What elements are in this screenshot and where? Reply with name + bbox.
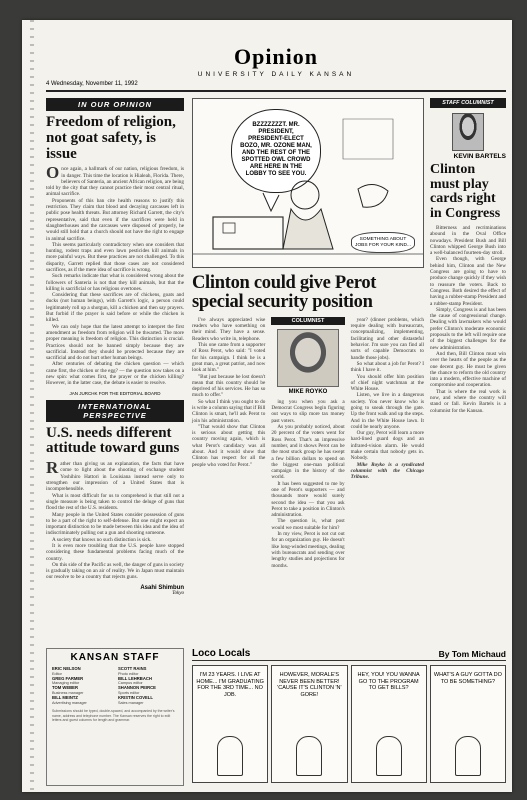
source-name: Asahi Shimbun xyxy=(140,584,184,591)
staff-title: KANSAN STAFF xyxy=(70,652,160,663)
section-label-international: INTERNATIONAL PERSPECTIVE xyxy=(46,400,184,422)
staff-entry: ERIC NELSON Editor xyxy=(52,666,81,676)
columnist-name: MIKE ROYKO xyxy=(288,388,328,395)
cartoon-speech-bubble: BZZZZZZZT. MR. PRESIDENT, PRESIDENT-ELECT BOZO, MR. OZONE MAN, AND THE REST OF THE SPOTTED OWL CROWD ARE HERE IN THE LOBBY TO SEE YOU. xyxy=(231,109,321,193)
submission-policy: Submissions should be typed, double-spaced, and accompanied by the writer's name, address and telephone number. The Kansan reserves the right to edit letters and guest columns for length and grammar. xyxy=(52,709,175,722)
comic-panel: HOWEVER, MORALE'S NEVER BEEN BETTER! 'CAUSE IT'S CLINTON 'N' GORE! xyxy=(271,665,347,783)
comic-figure xyxy=(455,736,481,776)
editorial-signature: JAN JURCHK FOR THE EDITORIAL BOARD xyxy=(69,390,161,396)
source-location: Tokyo xyxy=(172,590,184,596)
drop-cap: R xyxy=(46,458,59,478)
staff-entry: GREG FARMER Managing editor xyxy=(52,675,84,686)
page-date-line: 4 Wednesday, November 11, 1992 xyxy=(46,81,138,87)
international-headline: U.S. needs different attitude toward guns xyxy=(46,424,180,457)
editorial-body: Once again, a hallmark of our nation, religious freedom, is in danger. This time the location is Hialeah, Florida. There, believers of Santeria, an ancient African religion, are being told by the city that they cannot practice their most central ritual, animal sacrifice. Proponents of this ban cite health reasons to justify this restriction. They claim that blood and decaying carcasses left in public pose health threats. But attorney Richard Garrett, the city's representative, said that even if the sacrifices were held in slaughterhouses and the carcasses were disposed of properly, he would still hold that a church should not have the right to engage in animal sacrifice. This seems particularly contradictory when one considers that hunting, rodent traps and even lawn pesticides kill animals in more painful ways. But these practices are not challenged. To this disparity, Garrett replied that those cases are not considered sacrifices, as if the mere idea of sacrifice is wrong. Such remarks indicate that what is considered wrong about the followers of Santeria is not that they kill animals, but that the killing is sacrificial or has religious overtones. Considering that these sacrifices are of chickens, goats and ducks (not human beings), with Garrett's logic, a person could legitimately roll up a shotgun, kill a chicken and then say prayers. But forbid if the prayer is said before or while the chicken is killed. We can only hope that the latest attempt to interpret the first amendment as freedom from religion will be thwarted. The more proper meaning is freedom of religion. This distinction is crucial. Practices should not be banned simply because they are sacrificial. Instead they should be protected because they are sacrificial and do not hurt other human beings. After centuries of debating the chicken question — which came first, the chicken or the egg? — the question now takes on a new spin: what comes first, the prayer or the chicken killing? However, in the latter case, the debate is easier to resolve. xyxy=(46,163,184,387)
column-text-1: I've always appreciated wise readers who have something on their mind. They have a sense. Readers who write in, telephone. This one came from a supporter of Ross Perot, who said: "I voted for his campaign. I think he is a great man, a great patriot, and now look at him." "But just because he lost doesn't mean that this country should be deprived of his services. He has so much to offer." So what I think you ought to do is write a column saying that if Bill Clinton is smart, he'll ask Perot to join his administration. "That would show that Clinton is serious about getting this country moving again, which is what Perot's candidacy was all about. And it would show that Clinton has respect for all the people who voted for Perot." xyxy=(192,316,266,468)
right-column xyxy=(430,98,506,414)
newspaper-page xyxy=(22,20,512,792)
comic-byline: By Tom Michaud xyxy=(438,649,506,659)
comic-figure xyxy=(217,736,243,776)
kansan-staff-box xyxy=(46,648,184,786)
masthead xyxy=(46,42,506,92)
staff-entry: KRISTIN COVELL Sales manager xyxy=(118,694,153,705)
paper-name: UNIVERSITY DAILY KANSAN xyxy=(197,71,355,78)
staff-entry: BILL MEINTZ Advertising manager xyxy=(52,694,87,705)
binding-edge xyxy=(30,20,34,792)
comic-strip xyxy=(192,648,506,786)
comic-panel: WHAT'S A GUY GOTTA DO TO BE SOMETHING? xyxy=(430,665,506,783)
cartoon-reply-bubble: SOMETHING ABOUT JOBS FOR YOUR KIND... xyxy=(351,232,415,253)
comic-title: Loco Locals xyxy=(192,648,251,659)
columnist-photo-kevin xyxy=(452,113,484,151)
staff-entry: SHANNON PEIRCE Sports editor xyxy=(118,685,156,695)
comic-figure xyxy=(296,736,322,776)
middle-column xyxy=(192,98,424,569)
staff-columnist-label: STAFF COLUMNIST xyxy=(430,98,506,108)
editorial-cartoon xyxy=(192,98,424,268)
comic-panel: HEY, YOU! YOU WANNA GO TO THE PROGRAM TO GET BILLS? xyxy=(351,665,427,783)
section-label-our-opinion: IN OUR OPINION xyxy=(46,98,184,111)
column-text-3: year? (dinner problems, which require dealing with bureaucrats, conceptualizing, implementing, facilitating and other distasteful behavior. I'm sure you can find all sorts of capable Democrats to handle those jobs). So what about a job for Perot? I think I have it. You should offer him position of chief night watchman at the White House. Listen, we live in a dangerous society. You never know who is going to sneak through the gate. Up the front walk and up the steps. And in the White House lawn. It could be nearly anyone. Our guy, Perot will learn a more hard-lined guard dogs and an infrared-vision alarm. He would make certain that nobody gets in. Nobody. Mike Royko is a syndicated columnist with the Chicago Tribune. xyxy=(350,316,424,481)
right-headline: Clinton must play cards right in Congress xyxy=(430,162,501,221)
drop-cap: O xyxy=(46,163,60,183)
column-body xyxy=(192,317,424,569)
left-column xyxy=(46,98,184,596)
comic-panels xyxy=(192,665,506,783)
columnist-photo xyxy=(277,329,339,387)
international-body: Rather than giving us an explanation, the facts that have come to light about the shooting of exchange student Yoshihiro Hattori in Louisiana instead serve only to strengthen our impression of a United States that is incomprehensible. What is most difficult for us to comprehend is that still not a single measure is being taken to control the deluge of guns that flood the rest of the U.S. residents. Many people in the United States consider possession of guns to be a part of the right to self-defense. But one might expect an important distinction to be made between this idea and the idea of indiscriminately pulling out a gun and shooting someone. A society that knows no such distinction is sick. It is even more troubling that the U.S. people have stopped considering these fundamental problems facing much of the country. On this side of the Pacific as well, the danger of guns in society is gradually taking on an air of reality. We in Japan must maintain our resolve to be a country that rejects guns. xyxy=(46,458,184,581)
columnist-box xyxy=(271,317,344,395)
comic-figure xyxy=(376,736,402,776)
section-title: Opinion xyxy=(233,44,319,69)
staff-entry: TOM WEBER Business manager xyxy=(52,685,84,695)
staff-entry: BILL LEHRBACH Campus editor xyxy=(118,675,152,686)
comic-panel: I'M 23 YEARS. I LIVE AT HOME... I'M GRADUATING FOR THE 3RD TIME... NO JOB. xyxy=(192,665,268,783)
staff-entry: SCOTT RAINS Photo editor xyxy=(118,666,147,676)
main-headline: Clinton could give Perot special security position xyxy=(192,273,377,313)
column-text-2: COLUMNIST MIKE ROYKO ing you when you ask a Democrat Congress begin figuring out ways to slip more tax money past voters. As you probably noticed, about 20 percent of the voters went for Ross Perot. That's an impressive number, and it shows Perot can be the most stuck group he has swept a few billion dollars to spend on the biggest one-man political campaign in the history of the world. It has been suggested to me by one of Perot's supporters — and thousands more would surely second the idea — that you ask Perot to take a position in Clinton's administration. The question is, what post would we most suitable for him? In my view, Perot is not cut out for an organization guy. He doesn't like long-winded meetings, dealing with bureaucrats and sending over lengthy studies and projections for months. xyxy=(271,317,345,569)
columnist-label: COLUMNIST xyxy=(271,317,344,325)
editorial-headline: Freedom of religion, not goat safety, is issue xyxy=(46,114,176,162)
columnist-name-kevin: KEVIN BARTELS xyxy=(453,153,506,160)
staff-list xyxy=(52,667,178,705)
right-body: Bitterness and recriminations abound in the Oval Office nowadays. President Bush and Bill Clinton whipped George Bush into a well-balanced fourteen-day stroll. Even though, with George behind him, Clinton and the New Congress are going to have to produce change quickly if they wish to reassure the voters. Back to Congress. Both desired the effect of having a rubber-stamp President and a rubber-stamp President. Simply, Congress is and has been the cause of congressional change. Dealing with lawmakers who would prefer Clinton's moderate economic proposals to the left will require one of the biggest challenges for the new administration. And then, Bill Clinton must win over the hearts of the people as the one decent guy. He must be given the chance to reform the old country into a modern, effective machine of compromise and cooperation. That is where the real work is now, and where the country will stand or fall. Kevin Bartels is a columnist for the Kansan. xyxy=(430,225,506,414)
